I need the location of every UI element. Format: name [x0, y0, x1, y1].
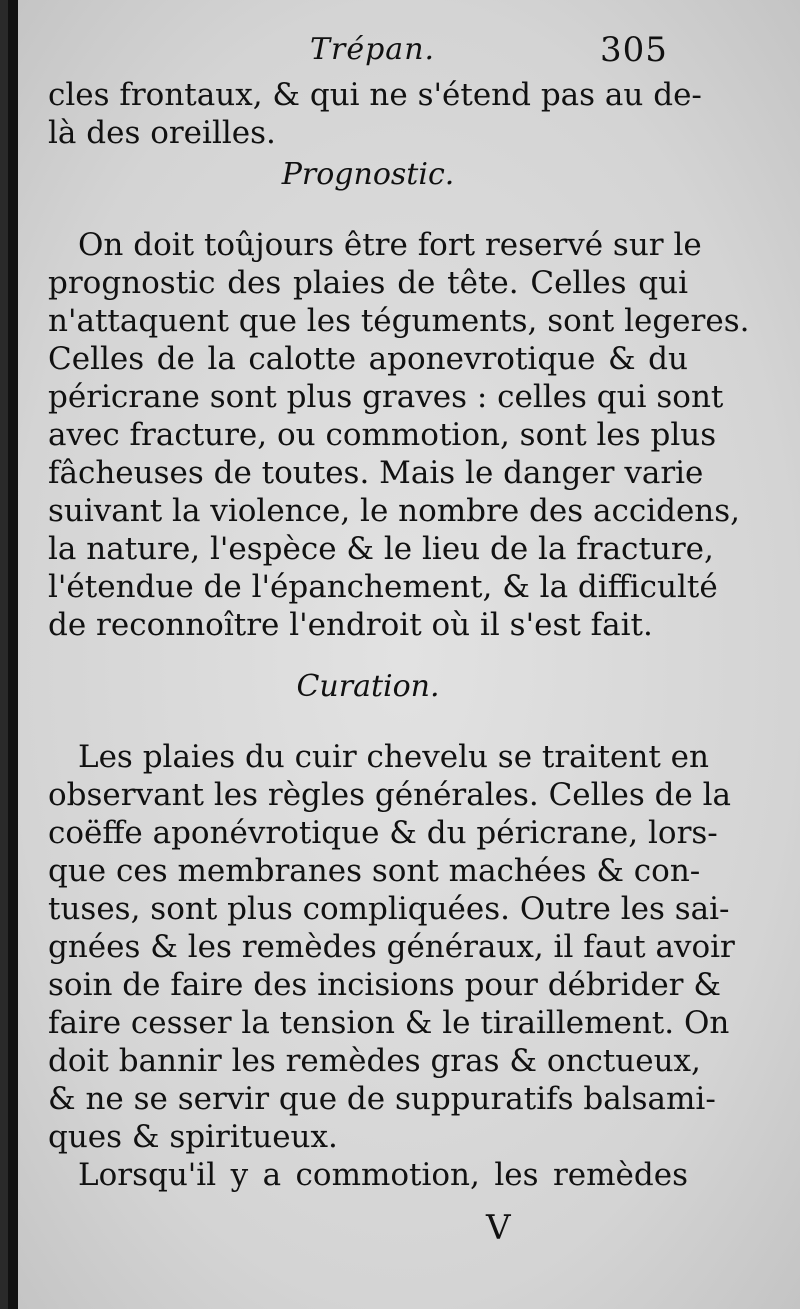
paragraph-prognostic [48, 226, 750, 644]
section-heading-curation: Curation. [296, 669, 440, 704]
text-line: la nature, l'espèce & le lieu de la fracture, [48, 531, 714, 567]
text-line: avec fracture, ou commotion, sont les plus [48, 417, 717, 453]
text-line: de reconnoître l'endroit où il s'est fait. [48, 607, 653, 643]
text-line: & ne se servir que de suppuratifs balsami- [48, 1081, 716, 1117]
text-line: péricrane sont plus graves : celles qui sont [48, 379, 724, 415]
text-line: soin de faire des incisions pour débrider & [48, 967, 721, 1003]
text-line: On doit toûjours être fort reservé sur le [78, 227, 702, 263]
text-line: Les plaies du cuir chevelu se traitent en [78, 739, 709, 775]
page-number: 305 [600, 30, 668, 70]
catchword: V [486, 1208, 511, 1248]
text-line: prognostic des plaies de tête. Celles qui [48, 265, 688, 301]
text-line: faire cesser la tension & le tiraillement. On [48, 1005, 730, 1041]
section-heading-prognostic: Prognostic. [281, 157, 455, 192]
text-line: que ces membranes sont machées & con- [48, 853, 701, 889]
text-line: n'attaquent que les téguments, sont legeres. [48, 303, 750, 339]
text-block [48, 28, 750, 1194]
paragraph-commotion [48, 1156, 688, 1194]
text-line: doit bannir les remèdes gras & onctueux, [48, 1043, 701, 1079]
paragraph-continuation [48, 76, 702, 152]
text-line: Celles de la calotte aponevrotique & du [48, 341, 688, 377]
book-page [8, 0, 800, 1309]
text-line: suivant la violence, le nombre des accidens, [48, 493, 741, 529]
text-line: l'étendue de l'épanchement, & la difficulté [48, 569, 718, 605]
page-binding-shadow [8, 0, 18, 1309]
text-line: Lorsqu'il y a commotion, les remèdes [78, 1157, 688, 1193]
text-line: coëffe aponévrotique & du péricrane, lors- [48, 815, 718, 851]
paragraph-curation [48, 738, 735, 1156]
text-line: gnées & les remèdes généraux, il faut avoir [48, 929, 735, 965]
page-header [48, 28, 688, 76]
text-line: cles frontaux, & qui ne s'étend pas au de- [48, 77, 702, 113]
text-line: fâcheuses de toutes. Mais le danger varie [48, 455, 704, 491]
running-title: Trépan. [310, 32, 436, 67]
text-line: observant les règles générales. Celles de la [48, 777, 732, 813]
text-line: là des oreilles. [48, 115, 276, 151]
text-line: tuses, sont plus compliquées. Outre les sai- [48, 891, 730, 927]
text-line: ques & spiritueux. [48, 1119, 338, 1155]
